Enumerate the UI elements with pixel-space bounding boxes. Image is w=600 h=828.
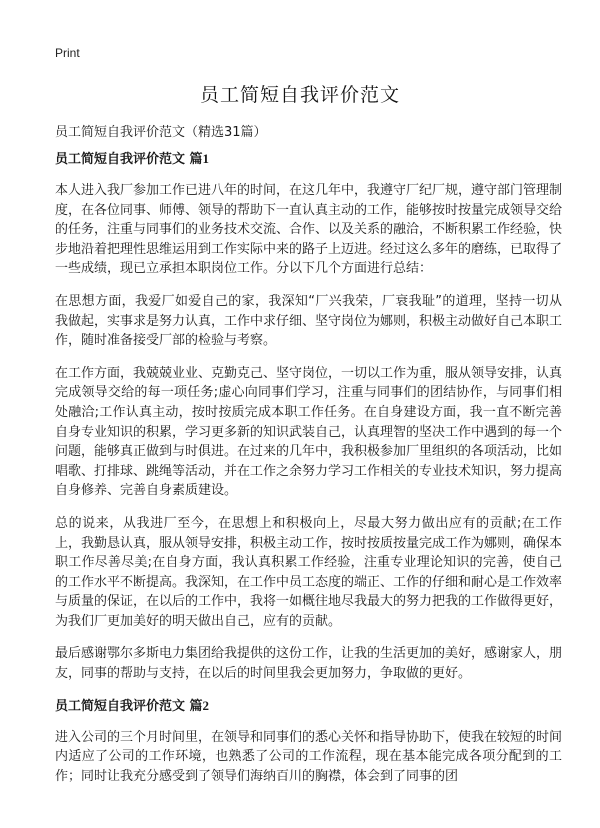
paragraph: 总的说来，从我进厂至今，在思想上和积极向上，尽最大努力做出应有的贡献;在工作上，我勤恳认真，服从领导安排，积极主动工作，按时按质按量完成工作为娜则，确保本职工作尽善尽美;在自身方面，我认真积累工作经验，注重专业理论知识的完善，使自己的工作水平不断提高。我深知，在工作中员工态度的端正、工作的仔细和耐心是工作效率与质量的保证，在以后的工作中，我将一如概往地尽我最大的努力把我的工作做得更好，为我们厂更加美好的明天做出自己，应有的贡献。 [55, 515, 563, 629]
section-2 [55, 697, 562, 787]
document-subtitle: 员工简短自我评价范文（精选31篇） [55, 125, 267, 140]
section-heading-text: 员工简短自我评价范文 篇 [55, 152, 203, 167]
section-number: 1 [202, 151, 210, 166]
paragraph: 在工作方面，我兢兢业业、克勤克己、坚守岗位，一切以工作为重，服从领导安排，认真完成领导交给的每一项任务;虚心向同事们学习，注重与同事们的团结协作，与同事们相处融洽;工作认真主动，按时按质完成本职工作任务。在自身建设方面，我一直不断完善自身专业知识的积累，学习更多新的知识武装自己，认真理智的坚决工作中遇到的每一个问题，能够真正做到与时俱进。在过来的几年中，我积极参加厂里组织的各项活动，比如唱歌、打排球、跳绳等活动，并在工作之余努力学习工作相关的专业技术知识，努力提高自身修养、完善自身素质建设。 [55, 365, 563, 499]
section-1 [55, 150, 562, 684]
section-heading [55, 150, 562, 169]
print-label: Print [55, 46, 80, 60]
section-heading-text: 员工简短自我评价范文 篇 [55, 698, 203, 714]
section-heading [55, 697, 562, 716]
document-body [55, 150, 562, 799]
section-number: 2 [202, 697, 210, 713]
paragraph: 在思想方面，我爱厂如爱自己的家，我深知“厂兴我荣，厂衰我耻”的道理，坚持一切从我做起，实事求是努力认真，工作中求仔细、坚守岗位为娜则，积极主动做好自己本职工作，随时准备接受厂部的检验与考察。 [55, 293, 563, 349]
paragraph: 进入公司的三个月时间里，在领导和同事们的悉心关怀和指导协助下，使我在较短的时间内适应了公司的工作环境，也熟悉了公司的工作流程，现在基本能完成各项分配到的工作；同时让我充分感受到了领导们海纳百川的胸襟，体会到了同事的团 [55, 729, 563, 784]
paragraph: 本人进入我厂参加工作已进八年的时间，在这几年中，我遵守厂纪厂规，遵守部门管理制度，在各位同事、师傅、领导的帮助下一直认真主动的工作，能够按时按量完成领导交给的任务，注重与同事们的业务技术交流、合作、以及关系的融洽，不断积累工作经验，快步地沿着把理性思维运用到工作实际中来的路子上迈进。经过这么多年的磨练，已取得了一些成绩，现已立承担本职岗位工作。分以下几个方面进行总结： [55, 183, 563, 277]
paragraph: 最后感谢鄂尔多斯电力集团给我提供的这份工作，让我的生活更加的美好，感谢家人，朋友，同事的帮助与支持，在以后的时间里我会更加努力，争取做的更好。 [55, 646, 563, 682]
document-title: 员工简短自我评价范文 [199, 84, 400, 106]
